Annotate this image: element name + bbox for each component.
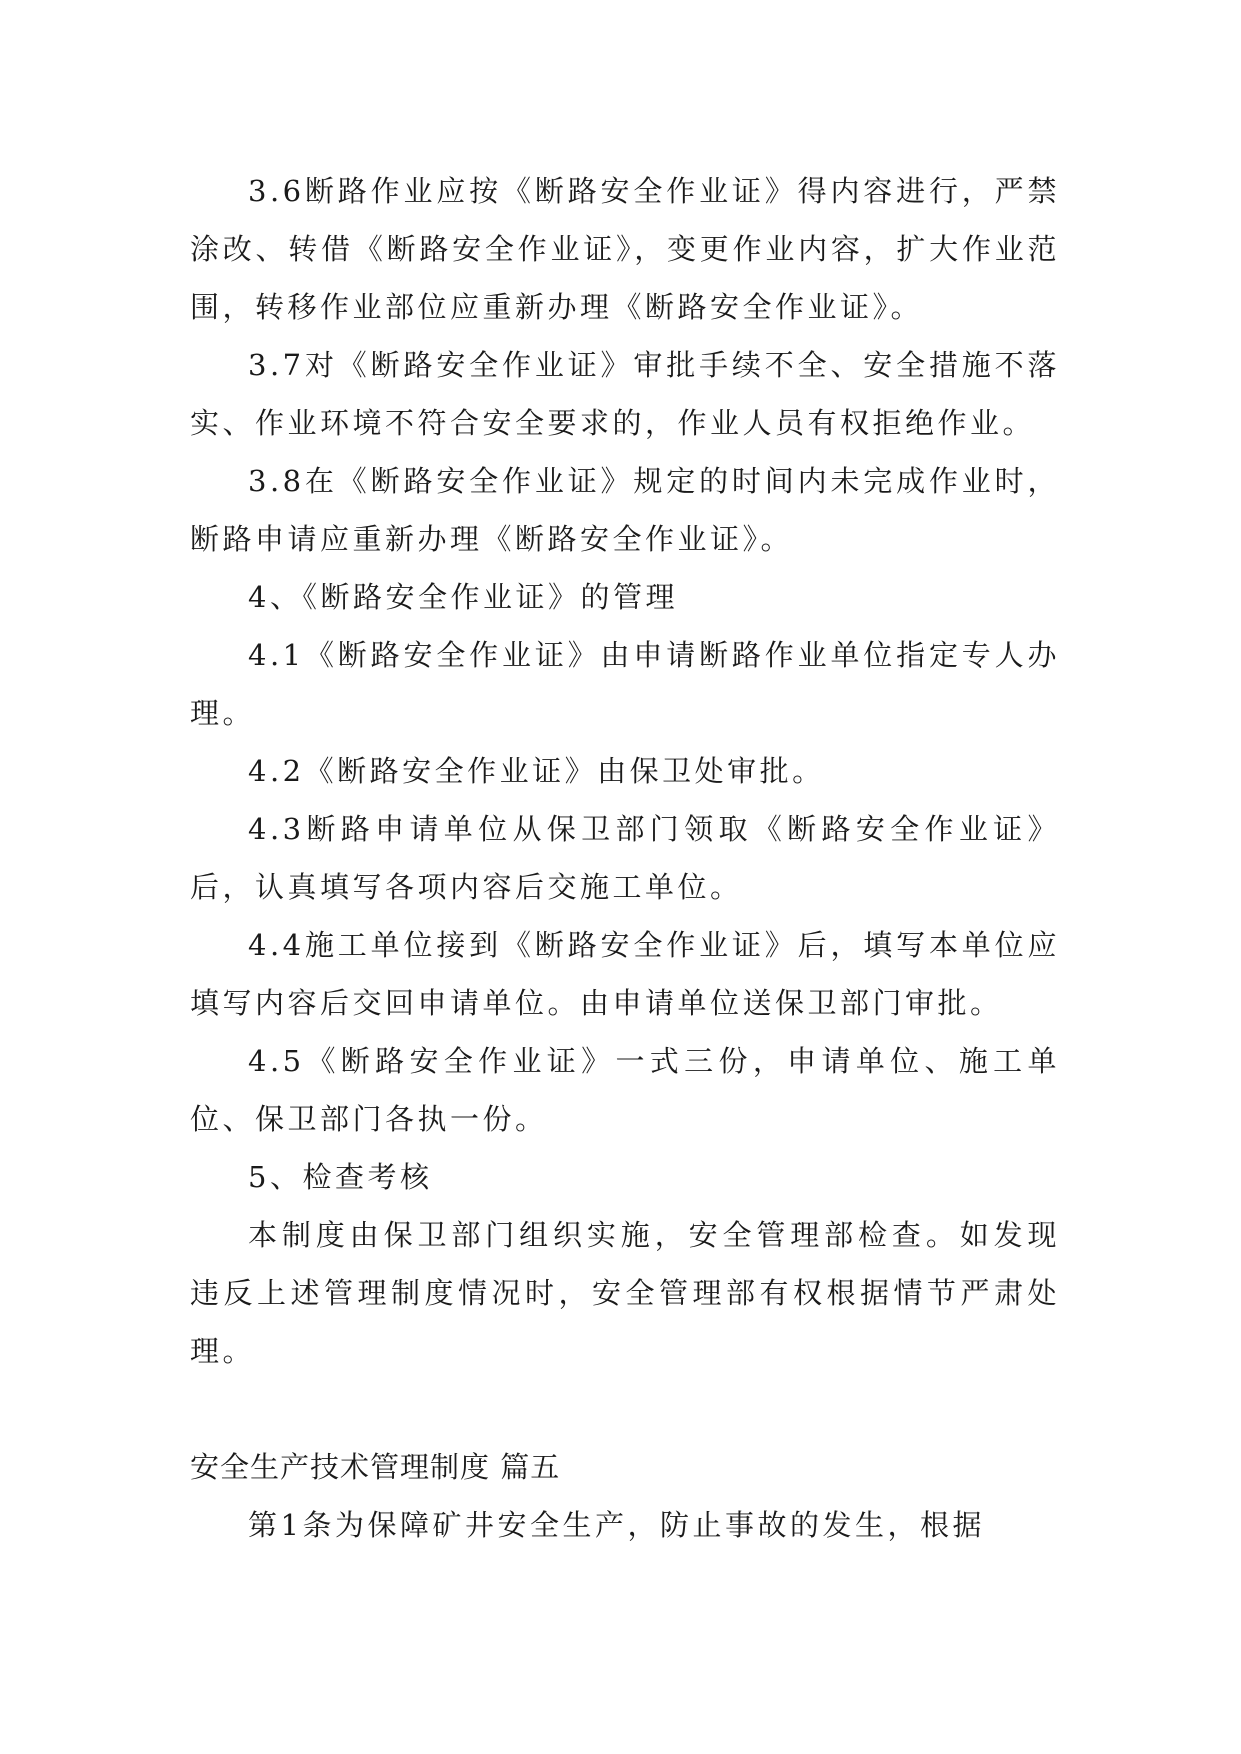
paragraph-4-4: 4.4施工单位接到《断路安全作业证》后，填写本单位应填写内容后交回申请单位。由申请单位送保卫部门审批。 (190, 928, 1060, 1020)
article-1: 第1条为保障矿井安全生产，防止事故的发生，根据 (248, 1508, 985, 1542)
paragraph-3-7: 3.7对《断路安全作业证》审批手续不全、安全措施不落实、作业环境不符合安全要求的，作业人员有权拒绝作业。 (190, 348, 1060, 440)
section-title: 安全生产技术管理制度 篇五 (190, 1450, 561, 1484)
paragraph-4-2: 4.2《断路安全作业证》由保卫处审批。 (248, 754, 825, 788)
paragraph-4-3: 4.3断路申请单位从保卫部门领取《断路安全作业证》后，认真填写各项内容后交施工单位。 (190, 812, 1060, 904)
paragraph-3-8: 3.8在《断路安全作业证》规定的时间内未完成作业时，断路申请应重新办理《断路安全作业证》。 (190, 464, 1060, 556)
paragraph-5-body: 本制度由保卫部门组织实施，安全管理部检查。如发现违反上述管理制度情况时，安全管理部有权根据情节严肃处理。 (190, 1218, 1060, 1368)
document-body (190, 162, 1060, 1554)
heading-4-permit-management: 4、《断路安全作业证》的管理 (248, 580, 678, 614)
paragraph-3-6: 3.6断路作业应按《断路安全作业证》得内容进行，严禁涂改、转借《断路安全作业证》，变更作业内容，扩大作业范围，转移作业部位应重新办理《断路安全作业证》。 (190, 174, 1060, 324)
heading-5-inspection: 5、检查考核 (248, 1160, 433, 1194)
paragraph-4-5: 4.5《断路安全作业证》一式三份，申请单位、施工单位、保卫部门各执一份。 (190, 1044, 1060, 1136)
paragraph-4-1: 4.1《断路安全作业证》由申请断路作业单位指定专人办理。 (190, 638, 1060, 730)
